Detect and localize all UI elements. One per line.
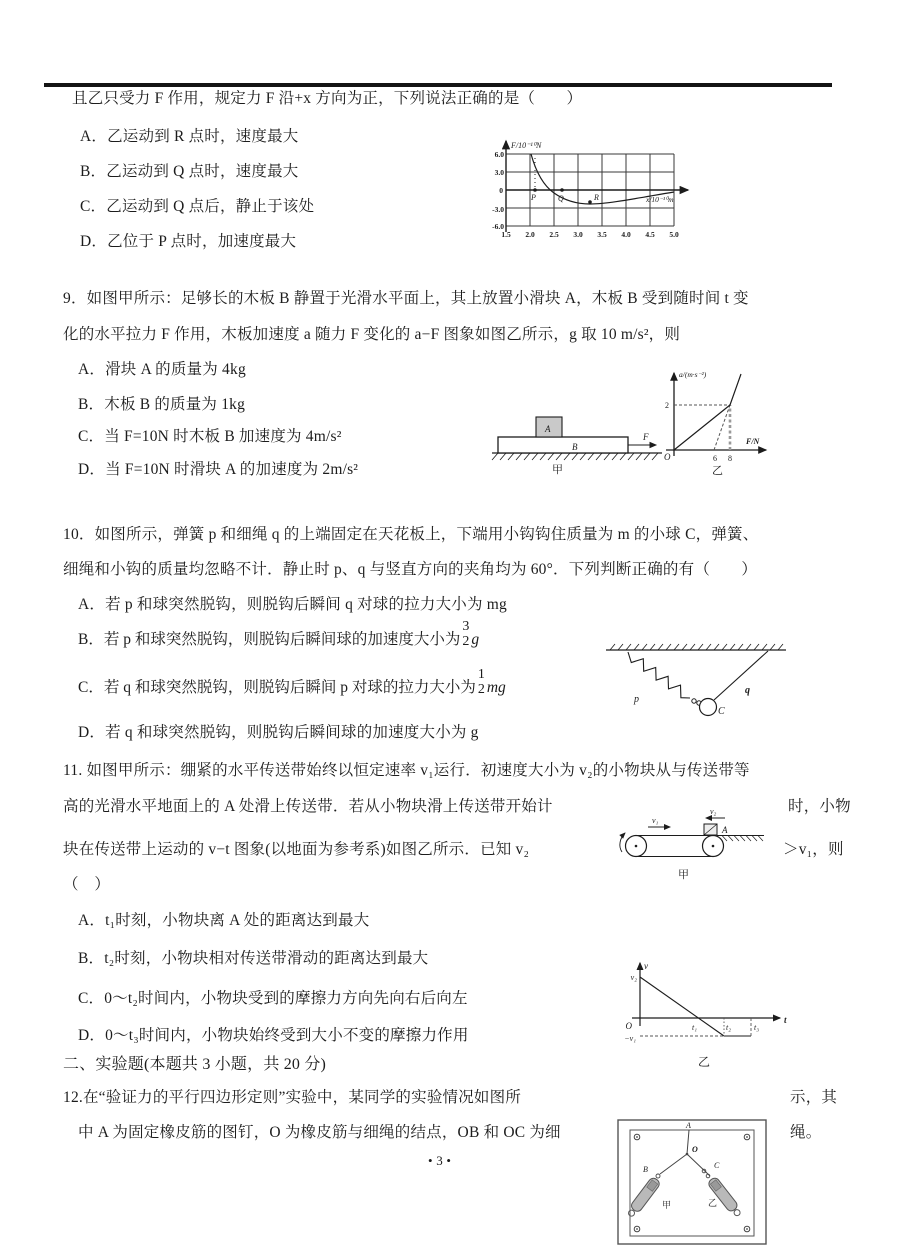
ytick: -6.0 (492, 222, 504, 231)
hook-ring (656, 1174, 660, 1178)
point-c-label: C (714, 1161, 720, 1170)
string-oc (687, 1154, 710, 1176)
point-b-label: B (643, 1165, 648, 1174)
t2-label: t₂ (726, 1023, 732, 1032)
ytick: 0 (499, 186, 503, 195)
fig-yi-caption: 乙 (698, 1055, 711, 1069)
q12-figure-board (610, 1116, 792, 1246)
xtick-6: 6 (713, 454, 717, 463)
q10-option-b-text: B．若 p 和球突然脱钩，则脱钩后瞬间球的加速度大小为 (78, 631, 461, 648)
ground-hatch (722, 836, 763, 842)
ytick: 3.0 (494, 168, 504, 177)
fraction-numerator: 1 (477, 667, 485, 682)
t1-label: t₁ (692, 1023, 698, 1032)
q9-line1: 9．如图甲所示：足够长的木板 B 静置于光滑水平面上，其上放置小滑块 A，木板 B 受到随时间 t 变 (63, 290, 749, 307)
q10-option-d: D．若 q 和球突然脱钩，则脱钩后瞬间球的加速度大小为 g (78, 724, 479, 741)
vt-line-decel (640, 977, 724, 1036)
plank-b-label: B (572, 442, 578, 452)
q8-option-d: D．乙位于 P 点时，加速度最大 (80, 233, 297, 250)
q12-line1: 12.在“验证力的平行四边形定则”实验中，某同学的实验情况如图所 (63, 1089, 522, 1106)
string-ob (660, 1154, 687, 1174)
string-q-label: q (745, 685, 750, 696)
scale-yi-label: 乙 (708, 1198, 718, 1208)
xtick: 1.5 (501, 230, 511, 239)
q10-option-a: A．若 p 和球突然脱钩，则脱钩后瞬间 q 对球的拉力大小为 mg (78, 596, 507, 613)
q8-intro: 且乙只受力 F 作用，规定力 F 沿+x 方向为正，下列说法正确的是（ ） (72, 90, 583, 107)
q11-figure-jia-conveyor (612, 806, 767, 880)
point-r-dot (588, 200, 592, 204)
af-ylabel: a/(m·s⁻²) (679, 370, 707, 379)
fig-jia-caption: 甲 (678, 869, 689, 881)
q10-line2: 细绳和小钩的质量均忽略不计．静止时 p、q 与竖直方向的夹角均为 60°．下列判断正确的有（ ） (63, 561, 758, 578)
q9-option-a: A．滑块 A 的质量为 4kg (78, 361, 246, 378)
fraction (462, 620, 469, 649)
q8-force-position-graph (486, 136, 696, 240)
xtick: 2.5 (549, 230, 559, 239)
xtick: 2.0 (525, 230, 535, 239)
q9-option-b: B．木板 B 的质量为 1kg (78, 396, 246, 413)
point-p-dot (533, 188, 537, 192)
rubber-band (687, 1130, 689, 1154)
q11-line3-right: ＞v₁，则 (783, 841, 844, 858)
point-a-label: A (722, 825, 728, 835)
block-speed-label: v₂ (710, 807, 717, 816)
q11-line2: 高的光滑水平地面上的 A 处滑上传送带．若从小物块滑上传送带开始计 (63, 798, 553, 815)
spring-scale-left (625, 1176, 661, 1219)
point-r-label: R (594, 193, 599, 202)
fig-jia-caption: 甲 (552, 464, 563, 476)
q9-figure-yi-af-graph (656, 366, 776, 476)
q11-option-b: B．t₂时刻，小物块相对传送带滑动的距离达到最大 (78, 950, 429, 967)
xtick: 5.0 (669, 230, 679, 239)
q8-option-a: A．乙运动到 R 点时，速度最大 (80, 128, 299, 145)
q11-line4: （ ） (63, 876, 111, 893)
q9-figure-jia (490, 393, 665, 477)
pin-a-label: A (686, 1121, 691, 1130)
t3-label: t₃ (754, 1023, 760, 1032)
neg-v1-label: −v₁ (624, 1034, 636, 1043)
page-number: • 3 • (428, 1153, 452, 1168)
top-rule (44, 83, 832, 87)
xtick: 3.5 (597, 230, 607, 239)
q9-option-d: D．当 F=10N 时滑块 A 的加速度为 2m/s² (78, 461, 359, 478)
pulley-axle (712, 845, 715, 848)
ytick-2: 2 (665, 401, 669, 410)
string-q-shape (714, 651, 768, 700)
board-outer (618, 1120, 766, 1244)
q8-option-c: C．乙运动到 Q 点后，静止于该处 (80, 198, 315, 215)
af-xlabel: F/N (746, 437, 760, 446)
q11-option-a: A．t₁时刻，小物块离 A 处的距离达到最大 (78, 912, 370, 929)
hook-ring (692, 699, 696, 703)
scale-jia-label: 甲 (662, 1200, 672, 1210)
q10-option-c-suffix: mg (486, 679, 506, 696)
q12-line1-right: 示，其 (790, 1089, 838, 1106)
node-o-label: O (692, 1145, 698, 1154)
ball-c-label: C (718, 706, 725, 717)
q8-graph-xlabel: x/10⁻¹⁰m (646, 195, 674, 204)
ceiling-hatch (610, 644, 783, 650)
q10-option-c (78, 668, 506, 697)
q10-option-b-suffix: g (471, 631, 480, 648)
fig-yi-caption: 乙 (712, 465, 723, 477)
pulley-axle (635, 845, 638, 848)
q8-graph-ylabel: F/10⁻¹⁰N (511, 141, 542, 150)
fraction (478, 668, 485, 697)
q8-option-b: B．乙运动到 Q 点时，速度最大 (80, 163, 299, 180)
q11-option-c: C．0～t₂时间内，小物块受到的摩擦力方向先向右后向左 (78, 990, 468, 1007)
q10-line1: 10．如图所示，弹簧 p 和细绳 q 的上端固定在天花板上，下端用小钩钩住质量为 m 的小球 C，弹簧、 (63, 526, 759, 543)
q11-figure-yi-vt-graph (610, 956, 795, 1070)
rotation-arrow (620, 833, 625, 852)
ytick: -3.0 (492, 205, 504, 214)
q12-line2: 中 A 为固定橡皮筋的图钉，O 为橡皮筋与细绳的结点，OB 和 OC 为细 (78, 1124, 561, 1141)
q9-line2: 化的水平拉力 F 作用，木板加速度 a 随力 F 变化的 a−F 图象如图乙所示，g 取 10 m/s²，则 (63, 326, 681, 343)
block-a-label: A (545, 424, 551, 434)
xtick: 4.0 (621, 230, 631, 239)
ball-c-shape (700, 699, 717, 716)
xtick-8: 8 (728, 454, 732, 463)
q11-line1: 11. 如图甲所示：绷紧的水平传送带始终以恒定速率 v₁运行．初速度大小为 v₂的小物块从与传送带等 (63, 762, 750, 779)
ytick: 6.0 (494, 150, 504, 159)
q10-figure-spring-string (598, 636, 793, 726)
point-q-label: Q (558, 194, 564, 203)
fraction-numerator: 3 (462, 619, 470, 634)
point-p-label: P (531, 193, 536, 202)
ground-hatch (492, 453, 658, 460)
spring-p-shape (628, 652, 690, 698)
point-q-dot (560, 188, 564, 192)
q9-option-c: C．当 F=10N 时木板 B 加速度为 4m/s² (78, 428, 342, 445)
q11-line3: 块在传送带上运动的 v−t 图象(以地面为参考系)如图乙所示．已知 v₂ (63, 841, 530, 858)
q11-line2-right: 时，小物 (788, 798, 851, 815)
q10-option-b (78, 620, 479, 649)
v2-label: v₂ (630, 973, 637, 982)
origin-label: O (625, 1021, 632, 1031)
q10-option-c-text: C．若 q 和球突然脱钩，则脱钩后瞬间 p 对球的拉力大小为 (78, 679, 476, 696)
plank-b (498, 437, 628, 453)
section2-heading: 二、实验题(本题共 3 小题，共 20 分) (63, 1056, 327, 1073)
xtick: 3.0 (573, 230, 583, 239)
fraction-denominator: 2 (462, 634, 470, 649)
force-f-label: F (643, 432, 649, 442)
vt-xlabel: t (784, 1015, 787, 1025)
q12-line2-right: 绳。 (790, 1124, 822, 1141)
vt-ylabel: v (644, 961, 648, 971)
q11-option-d: D．0～t₃时间内，小物块始终受到大小不变的摩擦力作用 (78, 1027, 469, 1044)
fraction-denominator: 2 (477, 682, 485, 697)
belt-speed-label: v₁ (652, 816, 659, 825)
xtick: 4.5 (645, 230, 655, 239)
origin-label: O (664, 452, 671, 462)
spring-p-label: p (634, 694, 639, 705)
